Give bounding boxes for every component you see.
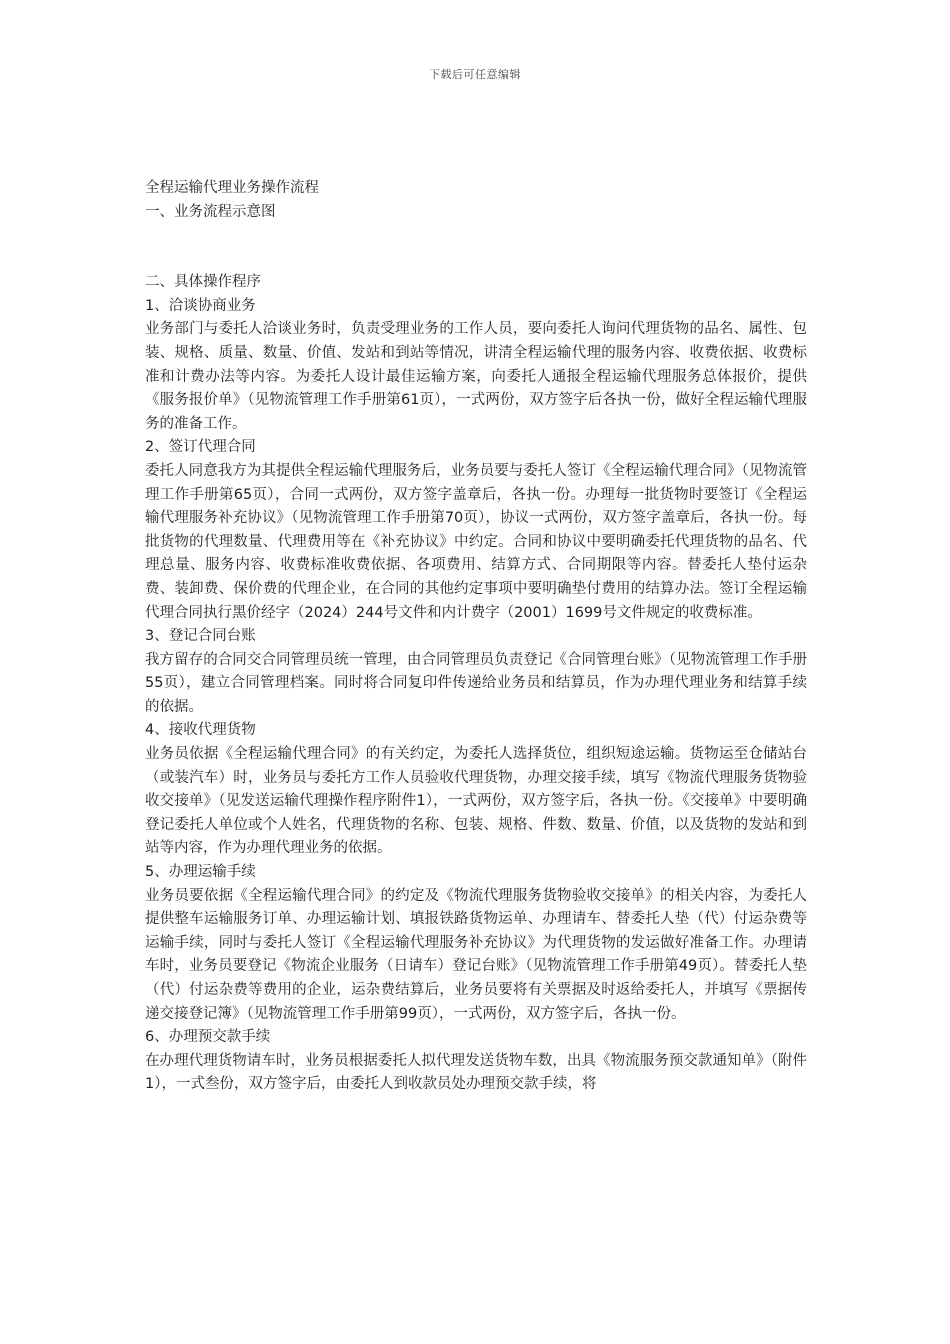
- page-header: 下载后可任意编辑: [429, 68, 521, 81]
- subsection-heading: 6、办理预交款手续: [145, 1029, 271, 1046]
- subsection-heading: 4、接收代理货物: [145, 722, 256, 739]
- subsection-heading: 5、办理运输手续: [145, 864, 256, 881]
- subsection-heading: 3、登记合同台账: [145, 628, 256, 645]
- paragraph: 我方留存的合同交合同管理员统一管理，由合同管理员负责登记《合同管理台账》（见物流管理工作手册55页），建立合同管理档案。同时将合同复印件传递给业务员和结算员，作为办理代理业务和结算手续的依据。: [145, 651, 807, 715]
- section-heading-procedures: 二、具体操作程序: [145, 274, 261, 291]
- paragraph: 业务员依据《全程运输代理合同》的有关约定，为委托人选择货位，组织短途运输。货物运至仓储站台（或装汽车）时，业务员与委托方工作人员验收代理货物，办理交接手续，填写《物流代理服务货物验收交接单》（见发送运输代理操作程序附件1），一式两份，双方签字后，各执一份。《交接单》中要明确登记委托人单位或个人姓名，代理货物的名称、包装、规格、件数、数量、价值，以及货物的发站和到站等内容，作为办理代理业务的依据。: [145, 746, 807, 857]
- paragraph: 业务员要依据《全程运输代理合同》的约定及《物流代理服务货物验收交接单》的相关内容，为委托人提供整车运输服务订单、办理运输计划、填报铁路货物运单、办理请车、替委托人垫（代）付运杂费等运输手续，同时与委托人签订《全程运输代理服务补充协议》为代理货物的发运做好准备工作。办理请车时，业务员要登记《物流企业服务（日请车）登记台账》（见物流管理工作手册第49页）。替委托人垫（代）付运杂费等费用的企业，运杂费结算后，业务员要将有关票据及时返给委托人，并填写《票据传递交接登记簿》（见物流管理工作手册第99页），一式两份，双方签字后，各执一份。: [145, 887, 807, 1022]
- paragraph: 在办理代理货物请车时，业务员根据委托人拟代理发送货物车数，出具《物流服务预交款通知单》（附件1），一式叁份，双方签字后，由委托人到收款员处办理预交款手续，将: [145, 1052, 807, 1093]
- subsection-heading: 1、洽谈协商业务: [145, 297, 256, 314]
- section-heading-flowchart: 一、业务流程示意图: [145, 203, 276, 220]
- subsection-heading: 2、签订代理合同: [145, 439, 256, 456]
- flowchart-placeholder: [145, 224, 807, 271]
- paragraph: 委托人同意我方为其提供全程运输代理服务后，业务员要与委托人签订《全程运输代理合同》（见物流管理工作手册第65页），合同一式两份，双方签字盖章后，各执一份。办理每一批货物时要签订《全程运输代理服务补充协议》（见物流管理工作手册第70页），协议一式两份，双方签字盖章后，各执一份。每批货物的代理数量、代理费用等在《补充协议》中约定。合同和协议中要明确委托代理货物的品名、代理总量、服务内容、收费标准收费依据、各项费用、结算方式、合同期限等内容。替委托人垫付运杂费、装卸费、保价费的代理企业，在合同的其他约定事项中要明确垫付费用的结算办法。签订全程运输代理合同执行黑价经字（2024）244号文件和内计费字（2001）1699号文件规定的收费标准。: [145, 462, 807, 621]
- document-title: 全程运输代理业务操作流程: [145, 180, 319, 196]
- paragraph: 业务部门与委托人洽谈业务时，负责受理业务的工作人员，要向委托人询问代理货物的品名、属性、包装、规格、质量、数量、价值、发站和到站等情况，讲清全程运输代理的服务内容、收费依据、收费标准和计费办法等内容。为委托人设计最佳运输方案，向委托人通报全程运输代理服务总体报价，提供《服务报价单》（见物流管理工作手册第61页），一式两份，双方签字后各执一份，做好全程运输代理服务的准备工作。: [145, 321, 807, 432]
- document-body: [145, 177, 807, 1097]
